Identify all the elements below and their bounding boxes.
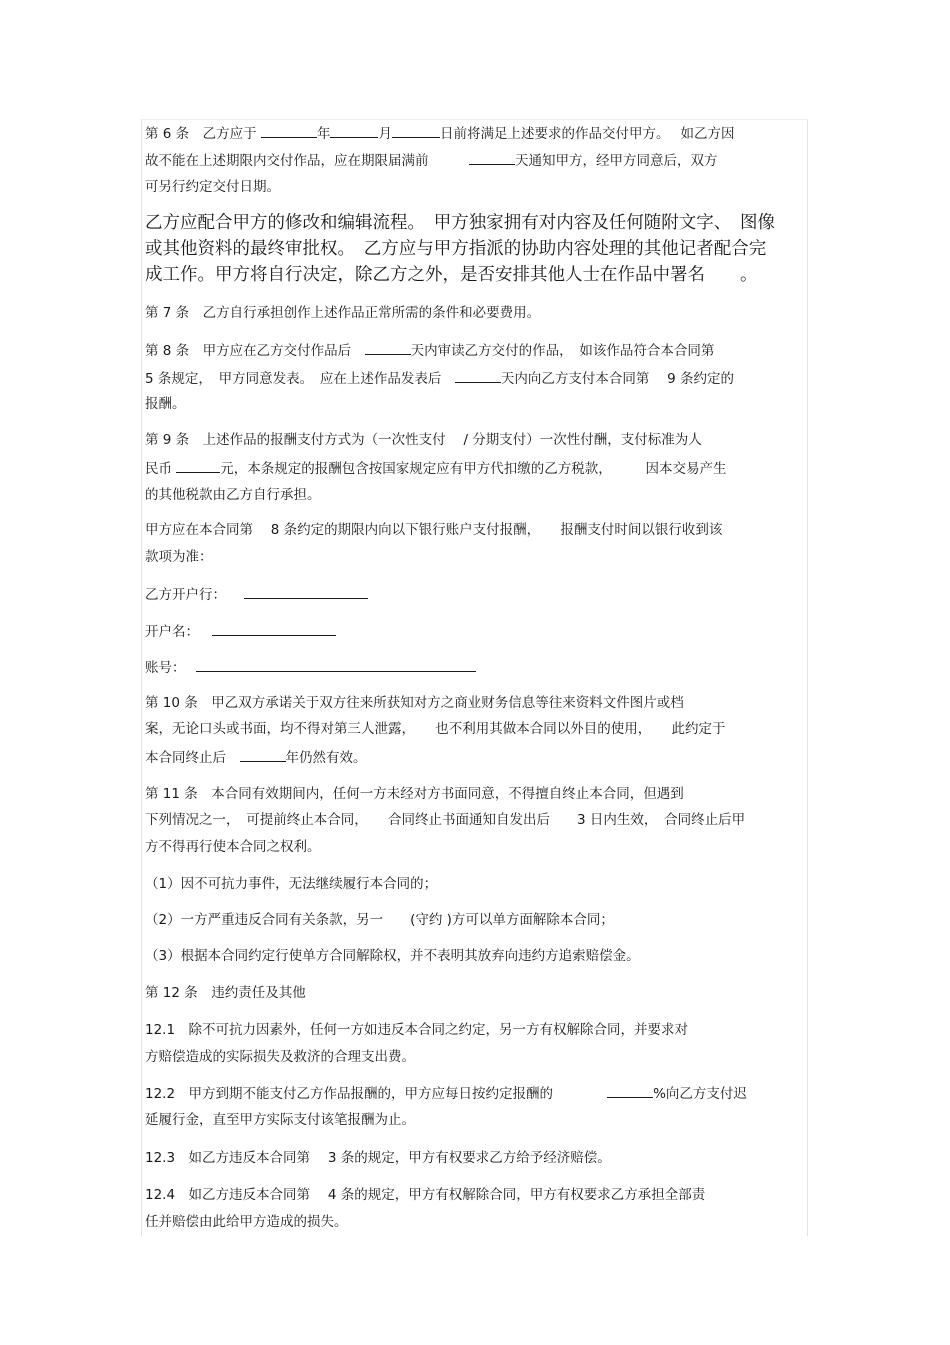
notice-days-blank[interactable]: [469, 150, 515, 165]
article-8-line-2: 5 条规定， 甲方同意发表。 应在上述作品发表后 天内向乙方支付本合同第 9 条约定的: [145, 368, 734, 389]
account-number-row: 账号：: [145, 657, 476, 678]
article-11-line-1: 第 11 条 本合同有效期间内，任何一方未经对方书面同意，不得擅自终止本合同，但遇到: [145, 786, 684, 802]
article-6-line-2: 故不能在上述期限内交付作品，应在期限届满前 天通知甲方，经甲方同意后，双方: [145, 150, 718, 171]
editorial-line-3: 成工作。甲方将自行决定，除乙方之外，是否安排其他人士在作品中署名 。: [145, 265, 758, 285]
article-8-line-1: 第 8 条 甲方应在乙方交付作品后 天内审读乙方交付的作品， 如该作品符合本合同第: [145, 340, 714, 361]
article-6-line-3: 可另行约定交付日期。: [145, 179, 280, 195]
article-10-line-3: 本合同终止后 年仍然有效。: [145, 747, 367, 768]
article-9-line-1: 第 9 条 上述作品的报酬支付方式为（一次性支付 / 分期支付）一次性付酬，支付标准为人: [145, 432, 702, 448]
account-number-field[interactable]: [196, 657, 476, 672]
article-12-2-line-1: 12.2 甲方到期不能支付乙方作品报酬的，甲方应每日按约定报酬的 %向乙方支付迟: [145, 1083, 747, 1104]
amount-blank[interactable]: [176, 458, 220, 473]
article-12-2-line-2: 延履行金，直至甲方实际支付该笔报酬为止。: [145, 1112, 415, 1128]
payment-days-blank[interactable]: [455, 368, 501, 383]
year-blank[interactable]: [261, 123, 317, 138]
article-11-line-2: 下列情况之一， 可提前终止本合同， 合同终止书面通知自发出后 3 日内生效， 合同终止后甲: [145, 812, 746, 828]
bank-row: 乙方开户行：: [145, 584, 368, 605]
article-11-clause-1: （1）因不可抗力事件，无法继续履行本合同的；: [145, 876, 438, 892]
article-11-clause-3: （3）根据本合同约定行使单方合同解除权，并不表明其放弃向违约方追索赔偿金。: [145, 948, 640, 964]
article-12-1-line-2: 方赔偿造成的实际损失及救济的合理支出费。: [145, 1049, 415, 1065]
editorial-line-2: 或其他资料的最终审批权。 乙方应与甲方指派的协助内容处理的其他记者配合完: [145, 239, 767, 259]
late-fee-rate-blank[interactable]: [607, 1083, 653, 1098]
article-6-line-1: 第 6 条 乙方应于 年 月 日前将满足上述要求的作品交付甲方。 如乙方因: [145, 123, 735, 144]
confidentiality-years-blank[interactable]: [240, 747, 286, 762]
account-holder-field[interactable]: [212, 621, 336, 636]
article-12-title: 第 12 条 违约责任及其他: [145, 985, 306, 1001]
account-name-row: 开户名：: [145, 621, 336, 642]
payment-line-1: 甲方应在本合同第 8 条约定的期限内向以下银行账户支付报酬， 报酬支付时间以银行收到该: [145, 522, 723, 538]
article-7: 第 7 条 乙方自行承担创作上述作品正常所需的条件和必要费用。: [145, 305, 541, 321]
article-12-1-line-1: 12.1 除不可抗力因素外，任何一方如违反本合同之约定，另一方有权解除合同，并要求对: [145, 1022, 689, 1038]
month-blank[interactable]: [330, 123, 378, 138]
review-days-blank[interactable]: [365, 340, 411, 355]
article-8-line-3: 报酬。: [145, 396, 186, 412]
article-11-clause-2: （2）一方严重违反合同有关条款，另一 (守约 )方可以单方面解除本合同；: [145, 912, 614, 928]
article-12-4-line-1: 12.4 如乙方违反本合同第 4 条的规定，甲方有权解除合同，甲方有权要求乙方承担全部责: [145, 1187, 706, 1203]
article-12-4-line-2: 任并赔偿由此给甲方造成的损失。: [145, 1214, 348, 1230]
editorial-line-1: 乙方应配合甲方的修改和编辑流程。 甲方独家拥有对内容及任何随附文字、 图像: [145, 213, 775, 233]
article-11-line-3: 方不得再行使本合同之权利。: [145, 839, 321, 855]
article-10-line-1: 第 10 条 甲乙双方承诺关于双方往来所获知对方之商业财务信息等往来资料文件图片或档: [145, 695, 684, 711]
article-12-3: 12.3 如乙方违反本合同第 3 条的规定，甲方有权要求乙方给予经济赔偿。: [145, 1150, 611, 1166]
day-blank[interactable]: [392, 123, 440, 138]
article-10-line-2: 案，无论口头或书面，均不得对第三人泄露， 也不利用其做本合同以外目的使用， 此约定于: [145, 721, 726, 737]
article-9-line-2: 民币 元，本条规定的报酬包含按国家规定应有甲方代扣缴的乙方税款， 因本交易产生: [145, 458, 727, 479]
payment-line-2: 款项为准：: [145, 549, 213, 565]
bank-name-field[interactable]: [244, 584, 368, 599]
article-9-line-3: 的其他税款由乙方自行承担。: [145, 487, 321, 503]
